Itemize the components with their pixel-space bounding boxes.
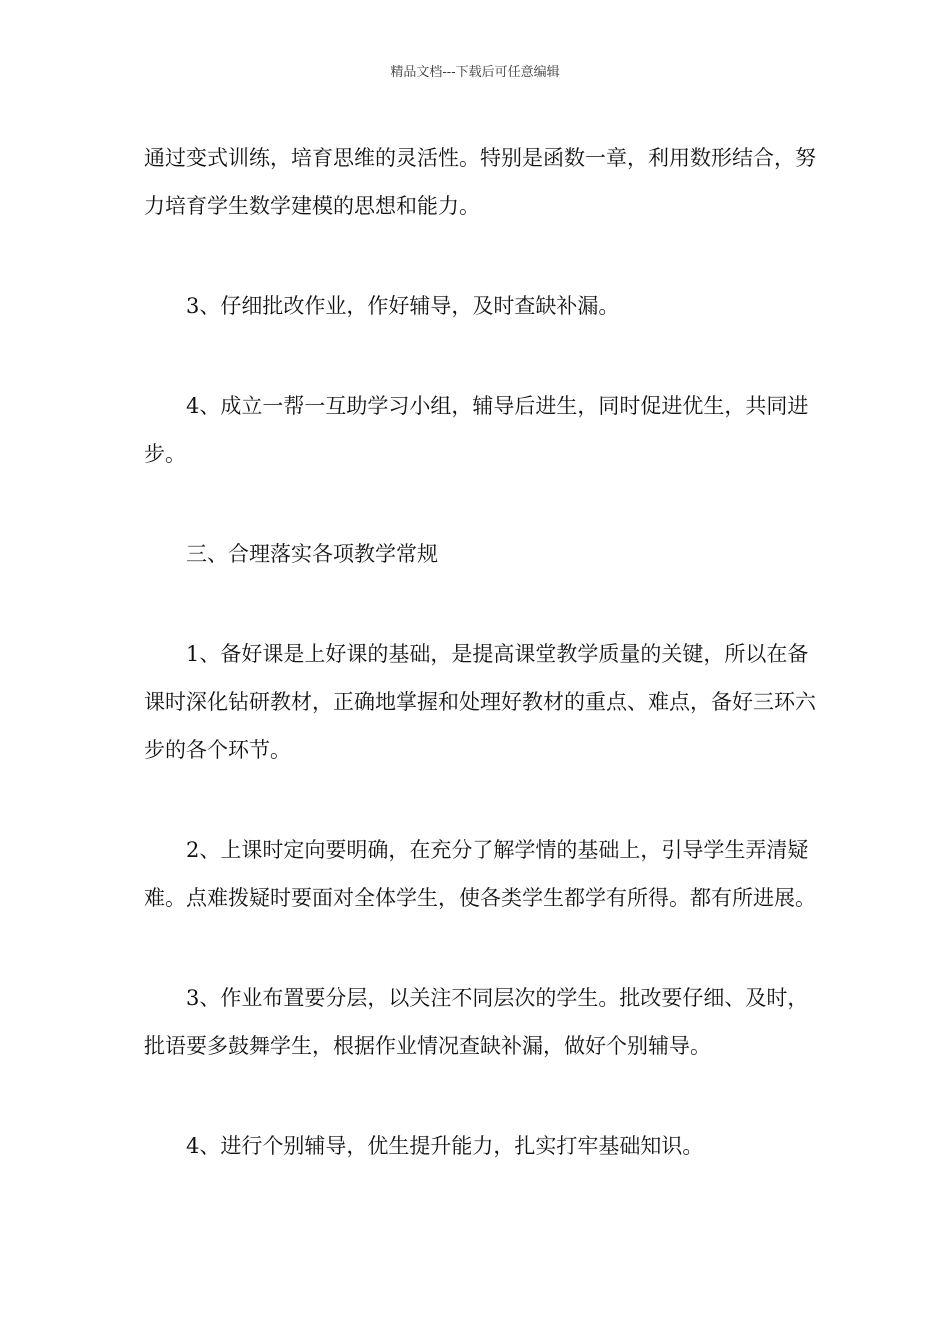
paragraph: 通过变式训练，培育思维的灵活性。特别是函数一章，利用数形结合，努力培育学生数学建模的思想和能力。	[144, 146, 816, 218]
paragraph: 4、成立一帮一互助学习小组，辅导后进生，同时促进优生，共同进步。	[144, 394, 809, 466]
paragraph-spacer	[144, 774, 816, 826]
page-header: 精品文档---下载后可任意编辑	[390, 65, 560, 80]
section-heading: 三、合理落实各项教学常规	[186, 542, 438, 566]
paragraph-spacer	[144, 230, 816, 282]
document-body	[144, 134, 816, 1170]
paragraph: 4、进行个别辅导，优生提升能力，扎实打牢基础知识。	[186, 1134, 704, 1158]
paragraph-spacer	[144, 330, 816, 382]
paragraph-spacer	[144, 922, 816, 974]
paragraph: 3、作业布置要分层，以关注不同层次的学生。批改要仔细、及时，批语要多鼓舞学生，根据作业情况查缺补漏，做好个别辅导。	[144, 986, 809, 1058]
paragraph: 1、备好课是上好课的基础，是提高课堂教学质量的关键，所以在备课时深化钻研教材，正确地掌握和处理好教材的重点、难点，备好三环六步的各个环节。	[144, 642, 816, 762]
paragraph: 2、上课时定向要明确，在充分了解学情的基础上，引导学生弄清疑难。点难拨疑时要面对全体学生，使各类学生都学有所得。都有所进展。	[144, 838, 816, 910]
paragraph-spacer	[144, 578, 816, 630]
paragraph-spacer	[144, 478, 816, 530]
paragraph: 3、仔细批改作业，作好辅导，及时查缺补漏。	[186, 294, 620, 318]
paragraph-spacer	[144, 1070, 816, 1122]
